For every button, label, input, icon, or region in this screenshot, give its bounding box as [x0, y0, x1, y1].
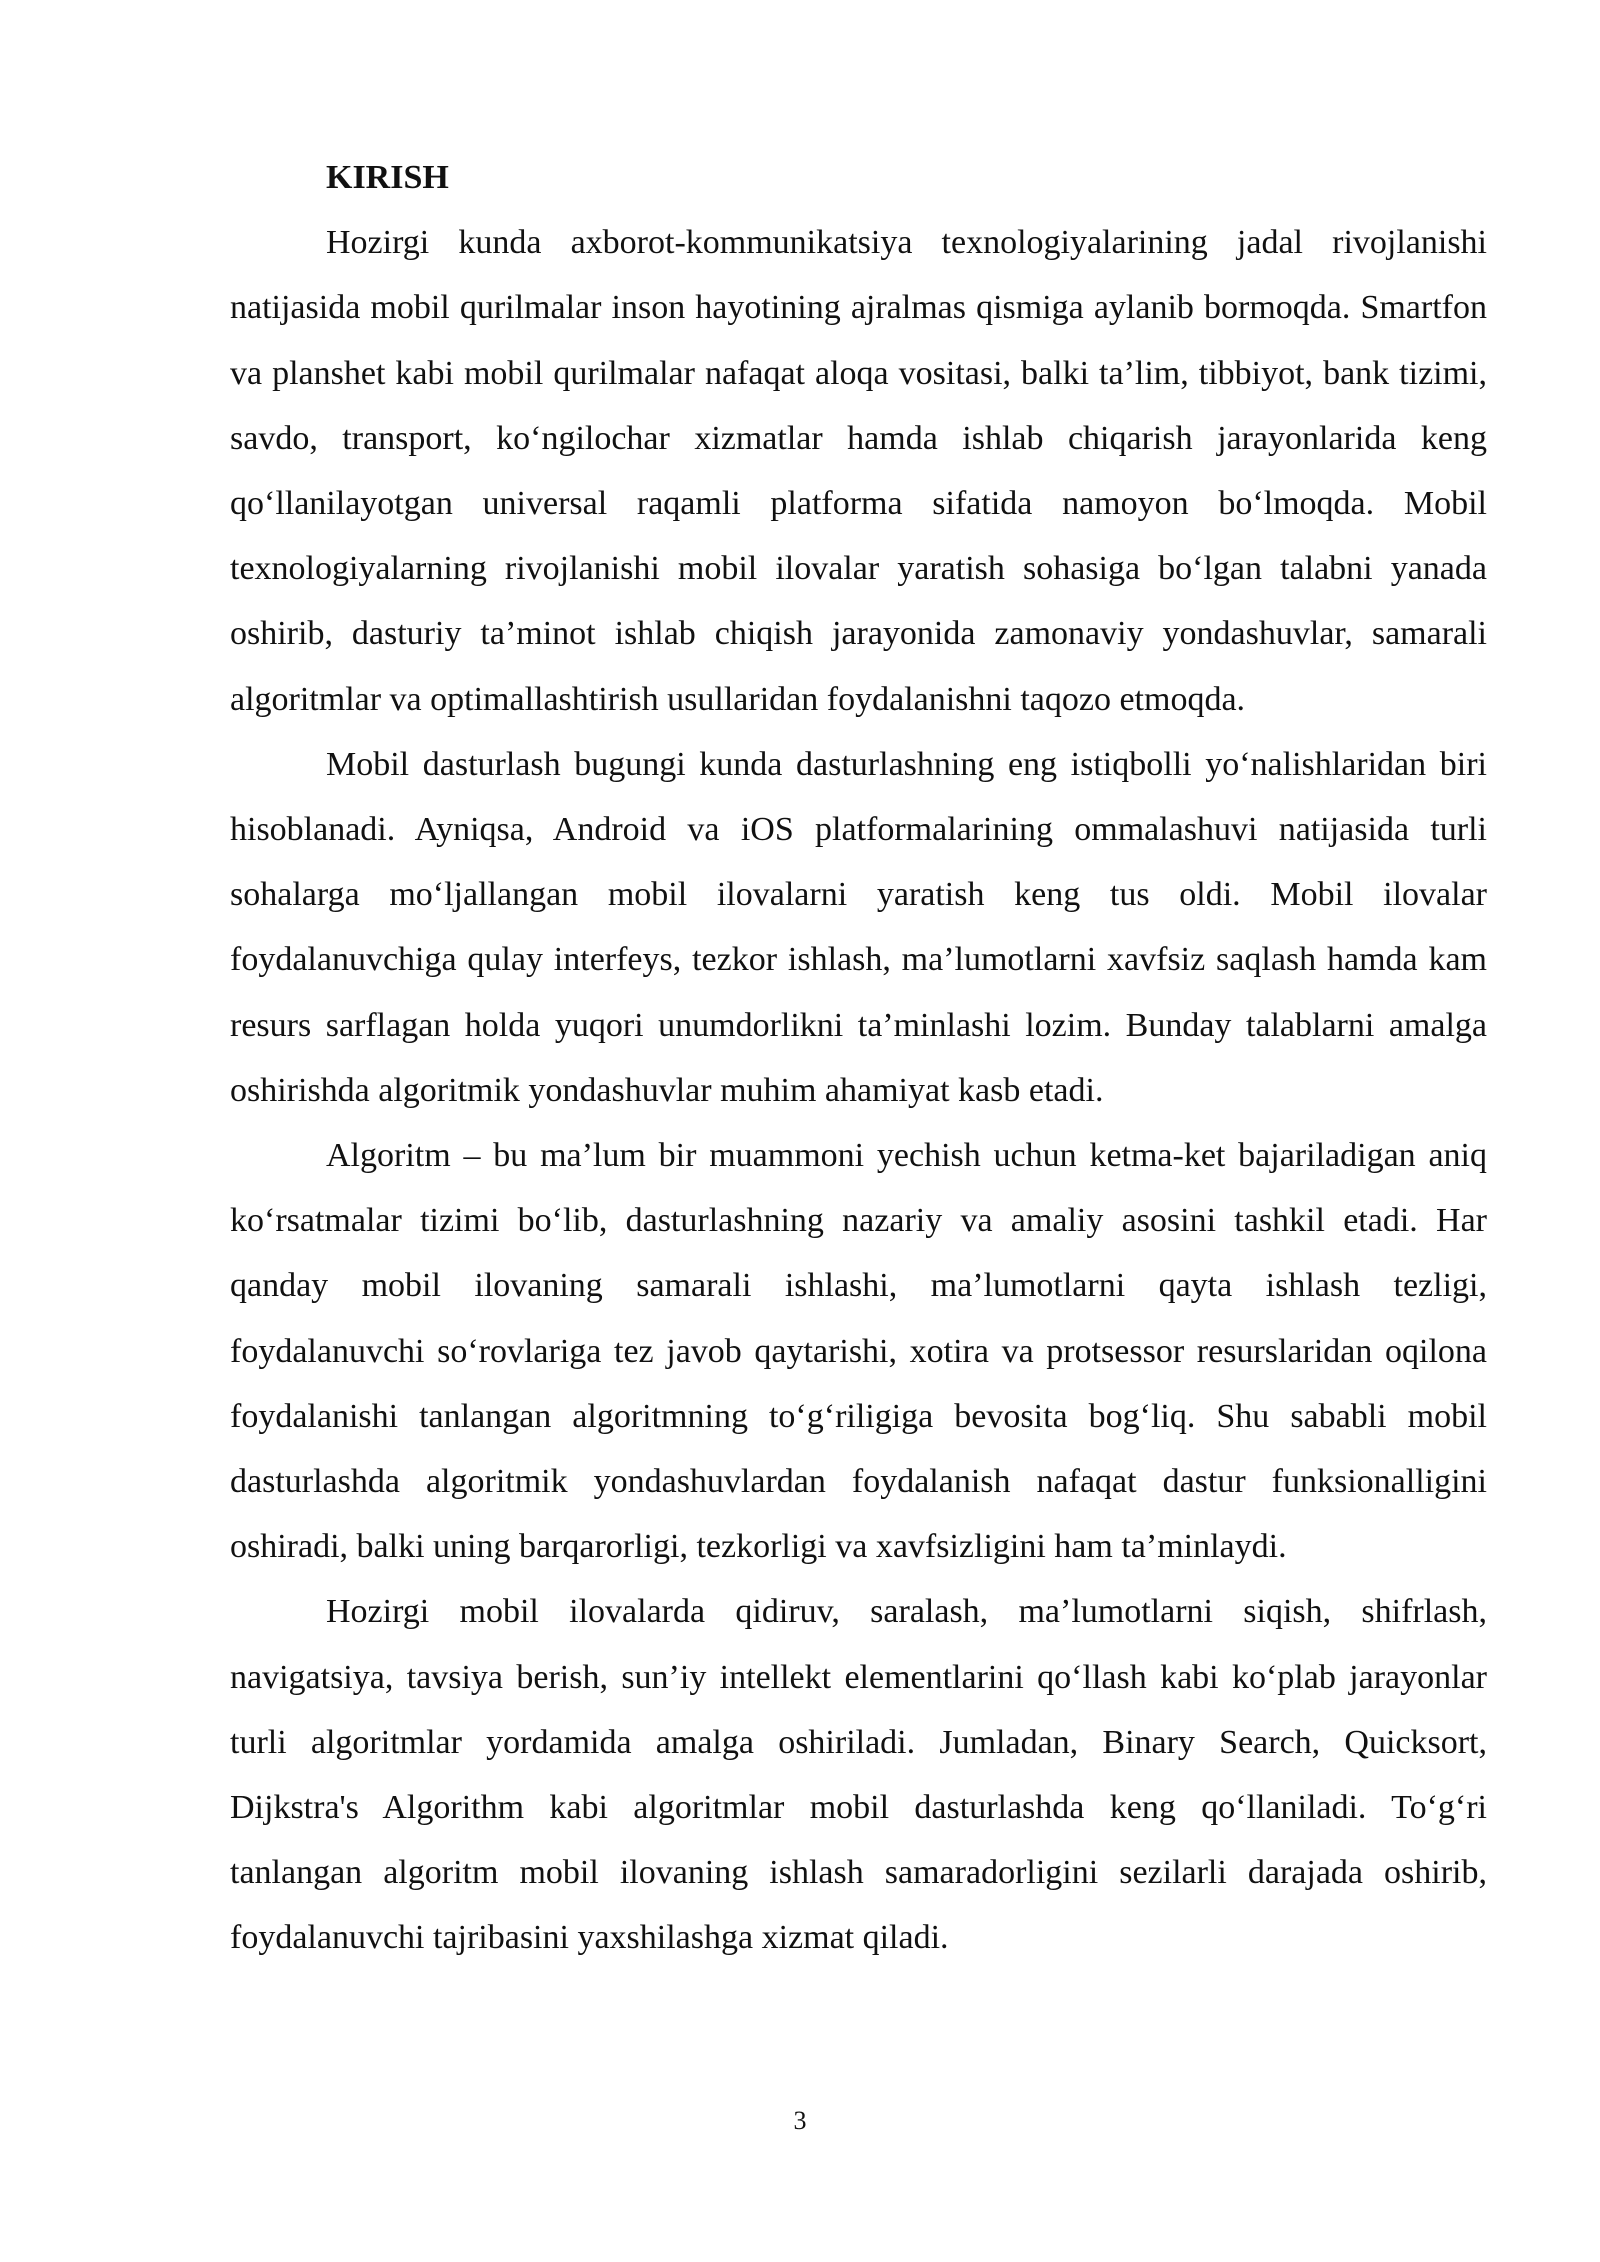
paragraph-4: Hozirgi mobil ilovalarda qidiruv, saralash, ma’lumotlarni siqish, shifrlash, navigatsiya, tavsiya berish, sun’iy intellekt elementlarini qo‘llash kabi ko‘plab jarayonlar turli algoritmlar yordamida amalga oshiriladi. Jumladan, Binary Search, Quicksort, Dijkstra's Algorithm kabi algoritmlar mobil dasturlashda keng qo‘llaniladi. To‘g‘ri tanlangan algoritm mobil ilovaning ishlash samaradorligini sezilarli darajada oshirib, foydalanuvchi tajribasini yaxshilashga xizmat qiladi.	[230, 1593, 1487, 1957]
paragraph-2: Mobil dasturlash bugungi kunda dasturlashning eng istiqbolli yo‘nalishlaridan biri hisoblanadi. Ayniqsa, Android va iOS platformalarining ommalashuvi natijasida turli sohalarga mo‘ljallangan mobil ilovalarni yaratish keng tus oldi. Mobil ilovalar foydalanuvchiga qulay interfeys, tezkor ishlash, ma’lumotlarni xavfsiz saqlash hamda kam resurs sarflagan holda yuqori unumdorlikni ta’minlashi lozim. Bunday talablarni amalga oshirishda algoritmik yondashuvlar muhim ahamiyat kasb etadi.	[230, 745, 1487, 1109]
paragraph-3: Algoritm – bu ma’lum bir muammoni yechish uchun ketma-ket bajariladigan aniq ko‘rsatmalar tizimi bo‘lib, dasturlashning nazariy va amaliy asosini tashkil etadi. Har qanday mobil ilovaning samarali ishlashi, ma’lumotlarni qayta ishlash tezligi, foydalanuvchi so‘rovlariga tez javob qaytarishi, xotira va protsessor resurslaridan oqilona foydalanishi tanlangan algoritmning to‘g‘riligiga bevosita bog‘liq. Shu sababli mobil dasturlashda algoritmik yondashuvlardan foydalanish nafaqat dastur funksionalligini oshiradi, balki uning barqarorligi, tezkorligi va xavfsizligini ham ta’minlaydi.	[230, 1137, 1487, 1566]
paragraph-1: Hozirgi kunda axborot-kommunikatsiya texnologiyalarining jadal rivojlanishi natijasida mobil qurilmalar inson hayotining ajralmas qismiga aylanib bormoqda. Smartfon va planshet kabi mobil qurilmalar nafaqat aloqa vositasi, balki ta’lim, tibbiyot, bank tizimi, savdo, transport, ko‘ngilochar xizmatlar hamda ishlab chiqarish jarayonlarida keng qo‘llanilayotgan universal raqamli platforma sifatida namoyon bo‘lmoqda. Mobil texnologiyalarning rivojlanishi mobil ilovalar yaratish sohasiga bo‘lgan talabni yanada oshirib, dasturiy ta’minot ishlab chiqish jarayonida zamonaviy yondashuvlar, samarali algoritmlar va optimallashtirish usullaridan foydalanishni taqozo etmoqda.	[230, 224, 1487, 718]
page-content	[230, 145, 1487, 1971]
page-number: 3	[793, 2106, 807, 2135]
section-heading: KIRISH	[326, 159, 449, 196]
